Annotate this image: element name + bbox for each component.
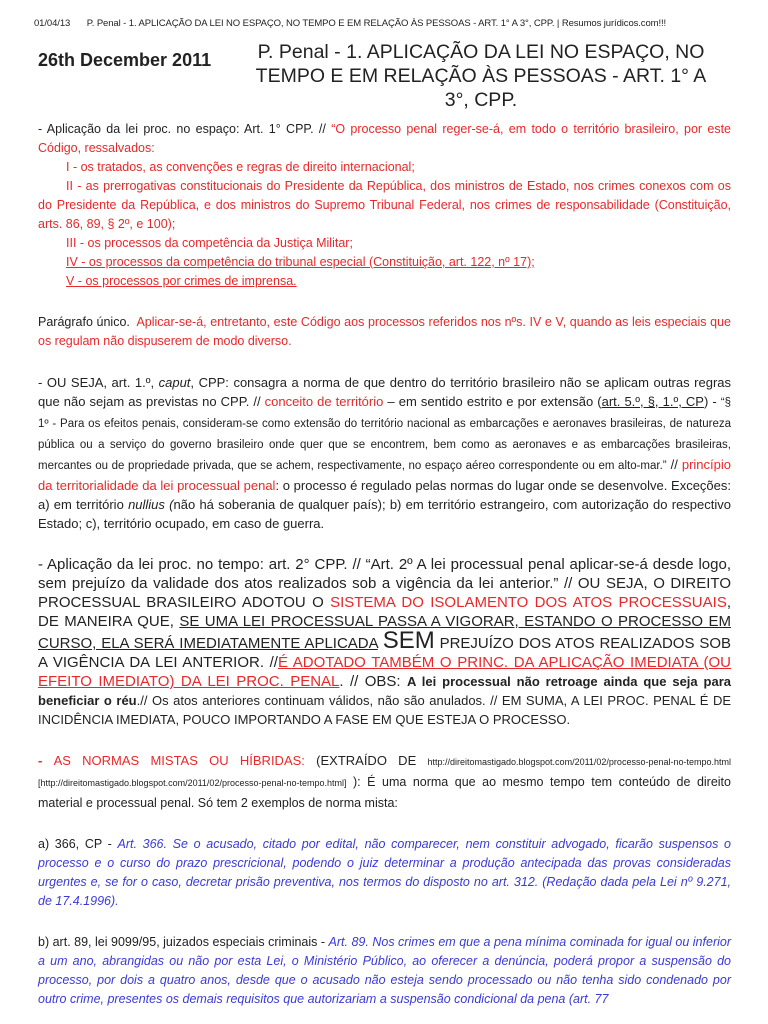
territorio-f: : o processo é regulado pelas normas do lugar onde se desenvolve. Exceções: a) em território <box>38 478 731 512</box>
territorio-g: não há soberania de qualquer país); b) em território estrangeiro, com autorização do respectivo Estado; c), território ocupado, em caso de guerra. <box>38 497 731 531</box>
sistema-isolamento: SISTEMA DO ISOLAMENTO DOS ATOS PROCESSUAIS <box>330 594 727 611</box>
example-b-label: b) art. 89, lei 9099/95, juizados especiais criminais - <box>38 935 329 949</box>
print-title: P. Penal - 1. APLICAÇÃO DA LEI NO ESPAÇO, NO TEMPO E EM RELAÇÃO ÀS PESSOAS - ART. 1° A 3°, CPP. | Resumos jurídicos.com!!! <box>86 18 667 29</box>
tempo-b: , DE MANEIRA QUE, <box>38 594 731 630</box>
territorio-d: ) - <box>703 394 721 409</box>
space-lead: - Aplicação da lei proc. no espaço: Art. 1° CPP. // <box>38 122 332 136</box>
post-body <box>38 120 731 1009</box>
item-ii <box>38 177 731 234</box>
section-normas-mistas <box>38 751 731 813</box>
normas-a: (EXTRAÍDO DE <box>304 753 428 768</box>
section-space <box>38 120 731 158</box>
post-title <box>226 40 736 112</box>
paragrafo-unico <box>38 313 731 351</box>
tempo-obs-bold: A lei processual não retroage ainda que seja para beneficiar o réu <box>38 674 731 708</box>
territorio-b: , CPP: consagra a norma de que dentro do território brasileiro não se aplicam outras regras que não sejam as previstas no CPP. // <box>38 375 731 409</box>
tempo-sem: SEM <box>382 627 435 654</box>
space-quote: “O processo penal reger-se-á, em todo o território brasileiro, por este Código, ressalvados: <box>38 122 732 155</box>
tempo-d: . // OBS: <box>339 673 408 690</box>
territorio-quote: “§ 1º - Para os efeitos penais, consideram-se como extensão do território nacional as embarcações e aeronaves brasileiras, de natureza pública ou a serviço do governo brasileiro onde quer que se encontrem, bem como as aeronaves e as embarcações brasileiras, mercantes ou de propriedade privada, que se achem, respectivamente, no espaço aéreo correspondente ou em alto-mar.” <box>38 397 731 472</box>
section-territorio <box>38 373 731 533</box>
post-title-line-2: TEMPO E EM RELAÇÃO ÀS PESSOAS - ART. 1° A <box>255 65 707 87</box>
example-a-label: a) 366, CP - <box>38 837 118 851</box>
example-a-text: Art. 366. Se o acusado, citado por edital, não comparecer, nem constituir advogado, ficarão suspensos o processo e o curso do prazo prescricional, podendo o juiz determinar a produção antecipada das provas consideradas urgentes e, se for o caso, decretar prisão preventiva, nos termos do disposto no art. 312. (Redação dada pela Lei nº 9.271, de 17.4.1996). <box>38 837 731 908</box>
item-v: V - os processos por crimes de imprensa. <box>66 274 297 288</box>
principio-aplicacao-imediata: É ADOTADO TAMBÉM O PRINC. DA APLICAÇÃO IMEDIATA (OU EFEITO IMEDIATO) DA LEI PROC. PENAL <box>38 654 731 690</box>
example-b-text: Art. 89. Nos crimes em que a pena mínima cominada for igual ou inferior a um ano, abrangidas ou não por esta Lei, o Ministério Público, ao oferecer a denúncia, poderá propor a suspensão do processo, por dois a quatro anos, desde que o acusado não esteja sendo processado ou não tenha sido condenado por outro crime, presentes os demais requisitos que autorizariam a suspensão condicional da pena (art. 77 <box>38 935 731 1006</box>
source-link-bracket[interactable]: [http://direitomastigado.blogspot.com/2011/02/processo-penal-no-tempo.html] <box>38 778 347 788</box>
item-i: I - os tratados, as convenções e regras de direito internacional; <box>66 160 415 174</box>
principio-territorialidade: princípio da territorialidade da lei processual penal <box>38 457 731 493</box>
example-b <box>38 933 731 1009</box>
normas-dash: - <box>38 753 54 768</box>
post-title-line-3: 3°, CPP. <box>444 89 518 111</box>
item-iii: III - os processos da competência da Justiça Militar; <box>66 236 353 250</box>
territorio-c: – em sentido estrito e por extensão ( <box>383 394 602 409</box>
example-a <box>38 835 731 911</box>
normas-b: ): É uma norma que ao mesmo tempo tem conteúdo de direito material e processual penal. Só tem 2 exemplos de norma mista: <box>38 775 731 810</box>
normas-mistas-title: AS NORMAS MISTAS OU HÍBRIDAS: <box>53 753 305 768</box>
post-date: 26th December 2011 <box>38 50 212 70</box>
print-date: 01/04/13 <box>34 18 71 29</box>
tempo-a: - Aplicação da lei proc. no tempo: art. 2° CPP. // “Art. 2º A lei processual penal aplicar-se-á desde logo, sem prejuízo da validade dos atos realizados sob a vigência da lei anterior.” // OU SEJA, O DIREITO PROCESSUAL BRASILEIRO ADOTOU O <box>38 556 731 611</box>
paragrafo-text: Aplicar-se-á, entretanto, este Código aos processos referidos nos nºs. IV e V, quando as leis especiais que os regulam não dispuserem de modo diverso. <box>38 315 731 348</box>
item-ii-text: II - as prerrogativas constitucionais do Presidente da República, dos ministros de Estado, nos crimes conexos com os do Presidente da República, e dos ministros do Supremo Tribunal Federal, nos crimes de responsabilidade (Constituição, arts. 86, 89, § 2º, e 100); <box>38 179 731 231</box>
territorio-caput: caput <box>158 375 191 390</box>
item-iv: IV - os processos da competência do tribunal especial (Constituição, art. 122, nº 17); <box>66 255 535 269</box>
territorio-ref-link[interactable]: art. 5.º, §, 1.º, CP <box>601 394 704 409</box>
tempo-e: .// Os atos anteriores continuam válidos, não são anulados. // EM SUMA, A LEI PROC. PENAL É DE INCIDÊNCIA IMEDIATA, POUCO IMPORTANDO A FASE EM QUE ESTEJA O PROCESSO. <box>38 693 731 727</box>
territorio-e: // <box>666 457 682 472</box>
source-link[interactable]: http://direitomastigado.blogspot.com/2011/02/processo-penal-no-tempo.html <box>427 757 731 767</box>
tempo-underline: SE UMA LEI PROCESSUAL PASSA A VIGORAR, ESTANDO O PROCESSO EM CURSO, ELA SERÁ IMEDIATAMENTE APLICADA <box>38 613 732 652</box>
post-title-line-1: P. Penal - 1. APLICAÇÃO DA LEI NO ESPAÇO, NO <box>257 41 705 63</box>
territorio-nullius: nullius ( <box>128 497 174 512</box>
section-tempo <box>38 555 731 729</box>
conceito-territorio: conceito de território <box>264 394 384 409</box>
print-header <box>34 18 680 29</box>
territorio-a: - OU SEJA, art. 1.º, <box>38 375 159 390</box>
tempo-c: PREJUÍZO DOS ATOS REALIZADOS SOB A VIGÊNCIA DA LEI ANTERIOR. // <box>38 635 732 671</box>
paragrafo-label: Parágrafo único. <box>38 315 130 329</box>
